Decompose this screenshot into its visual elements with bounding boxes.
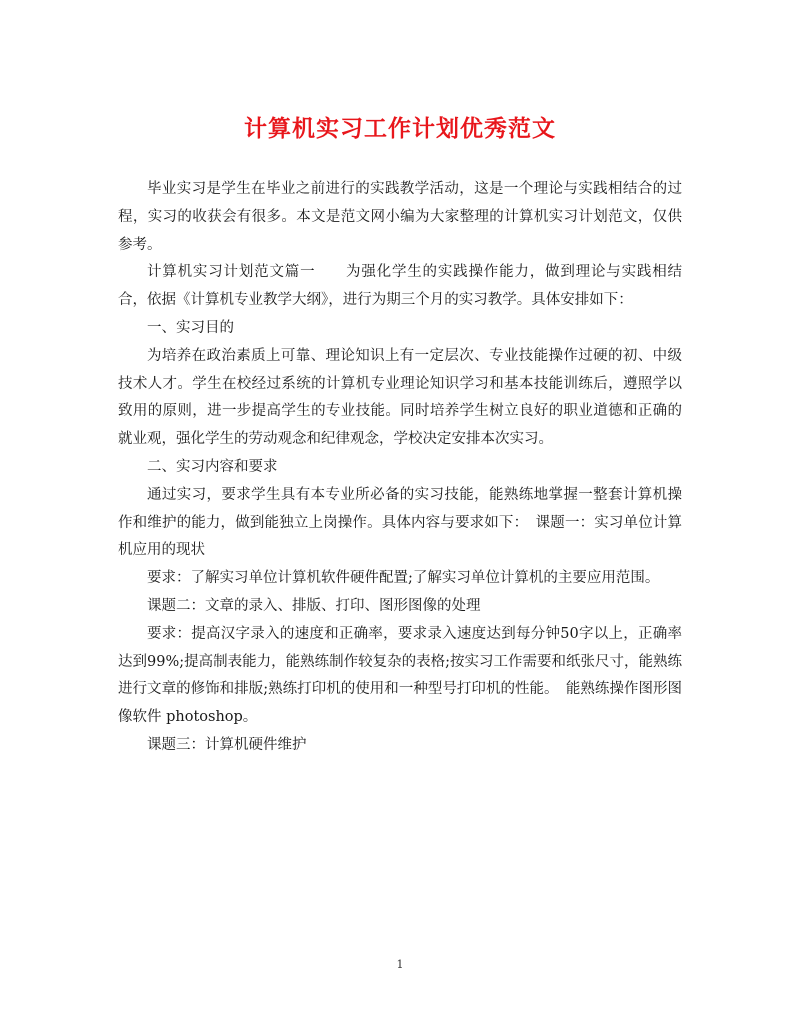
- paragraph-plan-one: 计算机实习计划范文篇一 为强化学生的实践操作能力，做到理论与实践相结合，依据《计算机专业教学大纲》，进行为期三个月的实习教学。具体安排如下：: [118, 264, 682, 309]
- paragraph-content: 通过实习，要求学生具有本专业所必备的实习技能，能熟练地掌握一整套计算机操作和维护的能力，做到能独立上岗操作。具体内容与要求如下： 课题一：实习单位计算机应用的现状: [118, 486, 682, 559]
- document-title: 计算机实习工作计划优秀范文: [244, 115, 556, 142]
- paragraph-purpose: 为培养在政治素质上可靠、理论知识上有一定层次、专业技能操作过硬的初、中级技术人才。学生在校经过系统的计算机专业理论知识学习和基本技能训练后，遵照学以致用的原则，进一步提高学生的专业技能。同时培养学生树立良好的职业道德和正确的就业观，强化学生的劳动观念和纪律观念，学校决定安排本次实习。: [118, 347, 682, 448]
- section-heading-purpose: 一、实习目的: [147, 319, 234, 336]
- paragraph-topic-two-requirements: 要求：提高汉字录入的速度和正确率，要求录入速度达到每分钟50字以上，正确率达到99%;提高制表能力，能熟练制作较复杂的表格;按实习工作需要和纸张尺寸，能熟练进行文章的修饰和排版;熟练打印机的使用和一种型号打印机的性能。 能熟练操作图形图像软件 photoshop。: [118, 625, 682, 726]
- document-body: [118, 176, 682, 760]
- paragraph-topic-three: 课题三：计算机硬件维护: [147, 736, 307, 753]
- paragraph-topic-two: 课题二：文章的录入、排版、打印、图形图像的处理: [147, 597, 481, 614]
- page-number: 1: [396, 958, 404, 971]
- section-heading-content: 二、实习内容和要求: [147, 458, 278, 475]
- paragraph-topic-one-requirements: 要求：了解实习单位计算机软件硬件配置;了解实习单位计算机的主要应用范围。: [147, 570, 660, 587]
- paragraph-intro: 毕业实习是学生在毕业之前进行的实践教学活动，这是一个理论与实践相结合的过程，实习的收获会有很多。本文是范文网小编为大家整理的计算机实习计划范文，仅供参考。: [118, 181, 682, 253]
